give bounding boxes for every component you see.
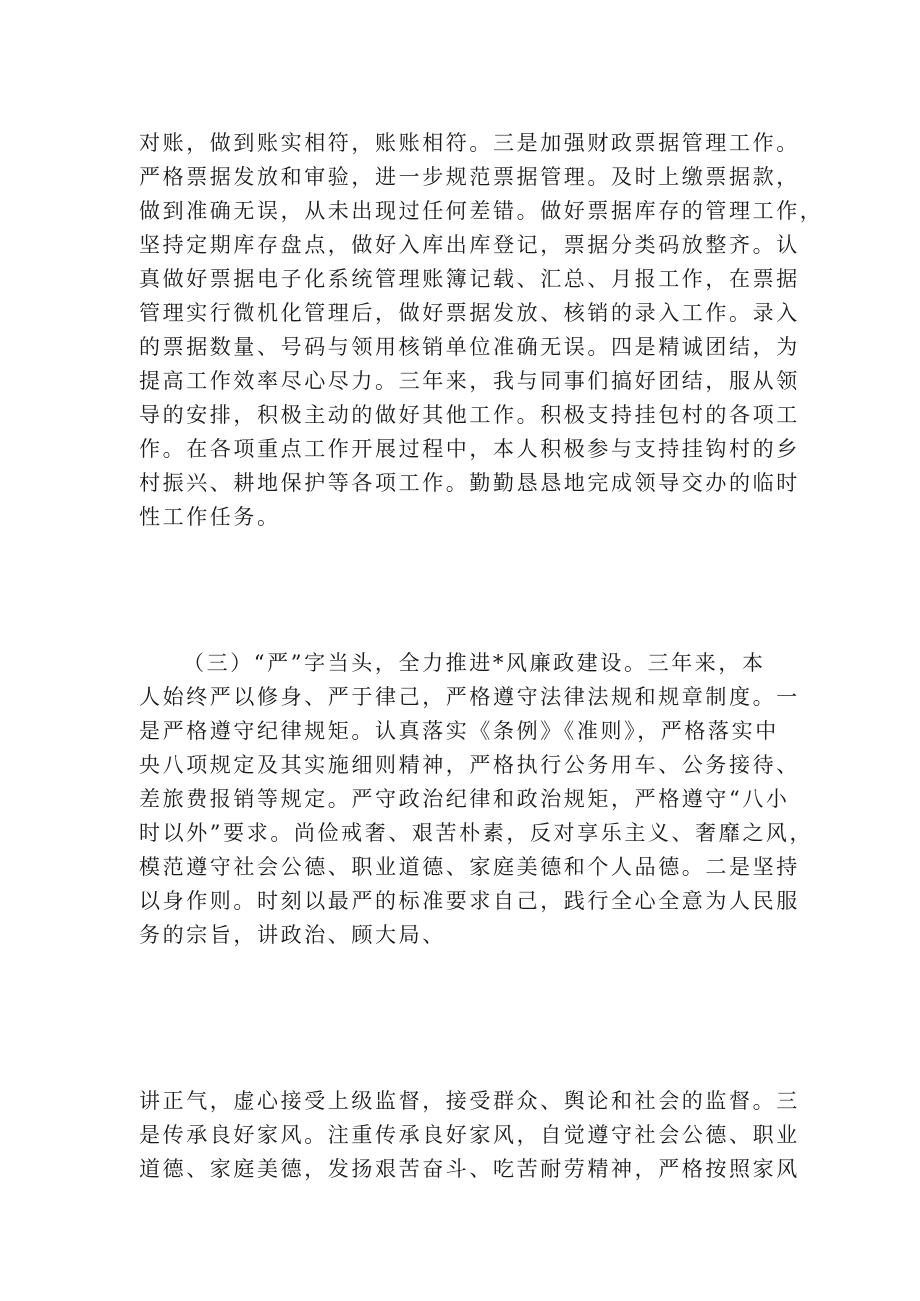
text-line: 是严格遵守纪律规矩。认真落实《条例》《准则》，严格落实中	[139, 719, 779, 743]
text-line: 真做好票据电子化系统管理账簿记载、汇总、月报工作，在票据	[139, 267, 800, 291]
text-line: 做到准确无误，从未出现过任何差错。做好票据库存的管理工作，	[139, 199, 824, 223]
text-line: 严格票据发放和审验，进一步规范票据管理。及时上缴票据款，	[139, 165, 800, 189]
text-line: 提高工作效率尽心尽力。三年来，我与同事们搞好团结，服从领	[139, 369, 800, 393]
text-line: 模范遵守社会公德、职业道德、家庭美德和个人品德。二是坚持	[139, 855, 800, 879]
text-line: 村振兴、耕地保护等各项工作。勤勤恳恳地完成领导交办的临时	[139, 471, 800, 495]
text-line: 是传承良好家风。注重传承良好家风，自觉遵守社会公德、职业	[139, 1123, 800, 1147]
text-line: 务的宗旨，讲政治、顾大局、	[139, 923, 446, 947]
text-line: 以身作则。时刻以最严的标准要求自己，践行全心全意为人民服	[139, 889, 800, 913]
paragraph-continuation	[139, 126, 824, 534]
text-line: 管理实行微机化管理后，做好票据发放、核销的录入工作。录入	[139, 301, 800, 325]
text-line: 差旅费报销等规定。严守政治纪律和政治规矩，严格遵守“八小	[139, 787, 790, 811]
text-line: 央八项规定及其实施细则精神，严格执行公务用车、公务接待、	[139, 753, 800, 777]
paragraph-continuation-final	[139, 1084, 799, 1186]
text-line: 人始终严以修身、严于律己，严格遵守法律法规和规章制度。一	[139, 685, 800, 709]
text-line: 讲正气，虚心接受上级监督，接受群众、舆论和社会的监督。三	[139, 1089, 800, 1113]
text-line: 坚持定期库存盘点，做好入库出库登记，票据分类码放整齐。认	[139, 233, 800, 257]
section-heading-line: （三）“严”字当头，全力推进*风廉政建设。三年来，本	[183, 651, 766, 675]
paragraph-section-three	[139, 646, 814, 952]
text-line: 性工作任务。	[139, 505, 281, 529]
text-line: 道德、家庭美德，发扬艰苦奋斗、吃苦耐劳精神，严格按照家风	[139, 1157, 800, 1181]
text-line: 导的安排，积极主动的做好其他工作。积极支持挂包村的各项工	[139, 403, 800, 427]
text-line: 作。在各项重点工作开展过程中，本人积极参与支持挂钩村的乡	[139, 437, 800, 461]
text-line: 时以外”要求。尚俭戒奢、艰苦朴素，反对享乐主义、奢靡之风，	[139, 821, 814, 845]
text-line: 对账，做到账实相符，账账相符。三是加强财政票据管理工作。	[139, 131, 800, 155]
text-line: 的票据数量、号码与领用核销单位准确无误。四是精诚团结，为	[139, 335, 800, 359]
